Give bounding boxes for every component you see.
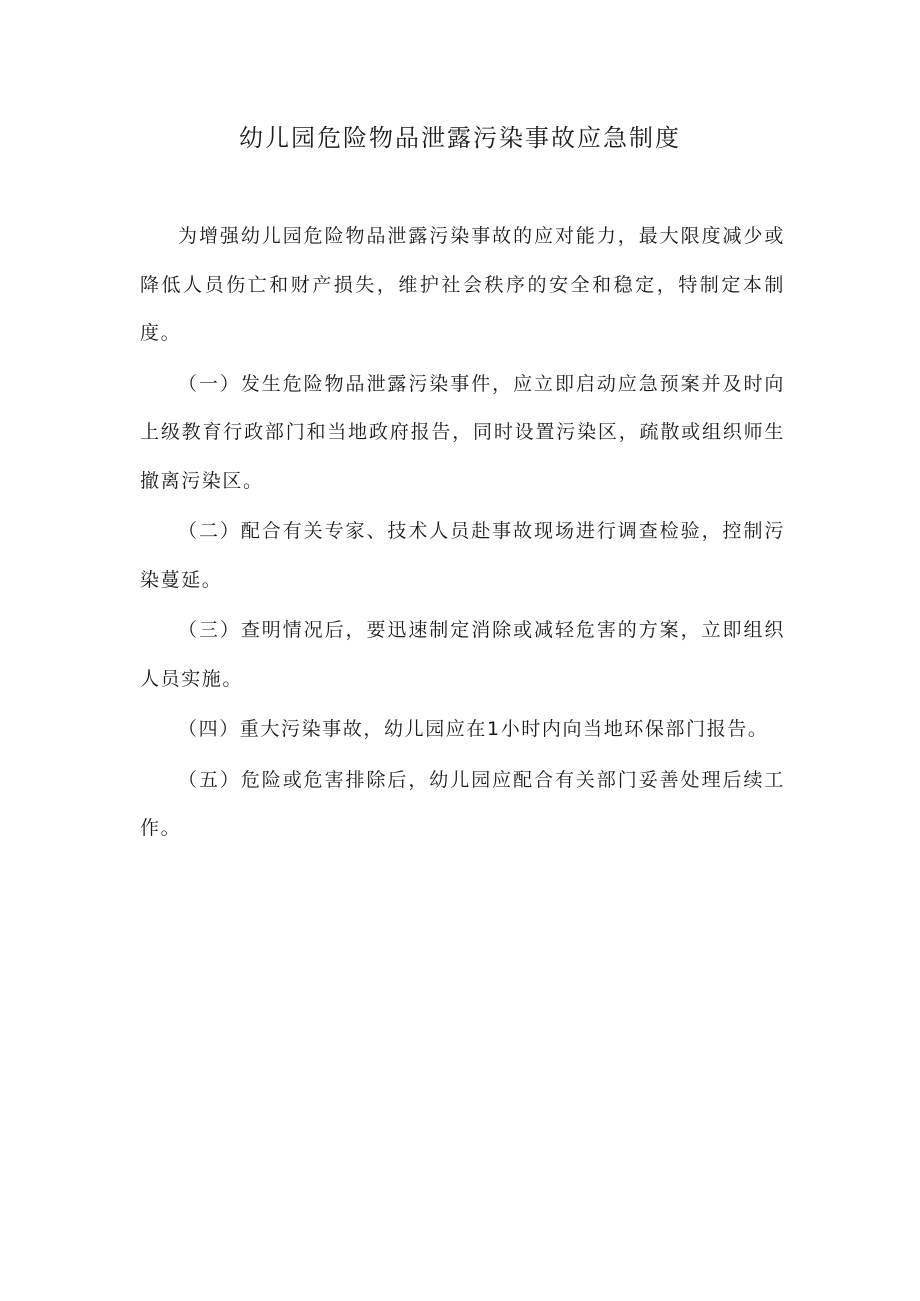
clause-3-paragraph: （三）查明情况后，要迅速制定消除或减轻危害的方案，立即组织人员实施。 bbox=[140, 619, 785, 690]
document-body bbox=[140, 212, 785, 855]
clause-1-paragraph: （一）发生危险物品泄露污染事件，应立即启动应急预案并及时向上级教育行政部门和当地政府报告，同时设置污染区，疏散或组织师生撤离污染区。 bbox=[140, 372, 785, 492]
clause-2-paragraph: （二）配合有关专家、技术人员赴事故现场进行调查检验，控制污染蔓延。 bbox=[140, 520, 785, 591]
clause-5-paragraph: （五）危险或危害排除后，幼儿园应配合有关部门妥善处理后续工作。 bbox=[140, 768, 785, 839]
intro-paragraph: 为增强幼儿园危险物品泄露污染事故的应对能力，最大限度减少或降低人员伤亡和财产损失，维护社会秩序的安全和稳定，特制定本制度。 bbox=[140, 225, 785, 344]
clause-4-paragraph: （四）重大污染事故，幼儿园应在1小时内向当地环保部门报告。 bbox=[178, 718, 769, 740]
document-title: 幼儿园危险物品泄露污染事故应急制度 bbox=[239, 124, 681, 152]
